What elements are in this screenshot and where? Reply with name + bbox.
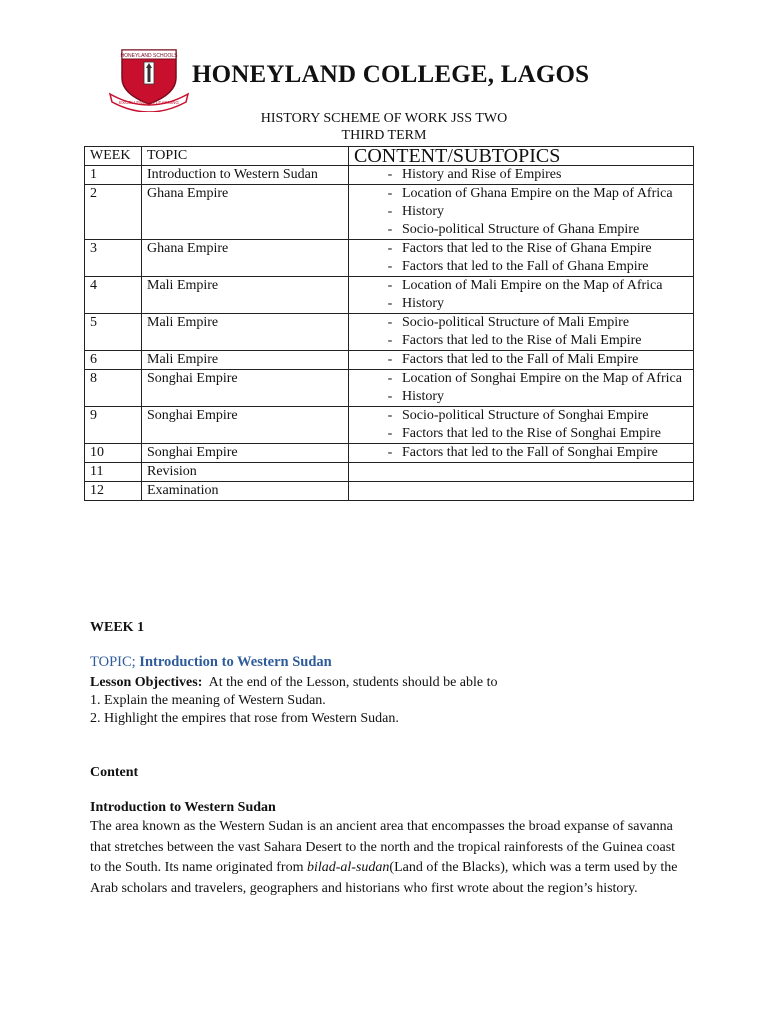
- subtopics-cell: [349, 166, 694, 185]
- subtopic-text: Socio-political Structure of Ghana Empire: [402, 222, 640, 237]
- subtopic-list: [354, 166, 688, 184]
- objectives-intro: At the end of the Lesson, students should be able to: [202, 675, 498, 690]
- table-row: [85, 463, 694, 482]
- subtopic-list: [354, 185, 688, 239]
- week-cell: 8: [85, 370, 142, 407]
- table-row: [85, 370, 694, 407]
- subtopics-cell: [349, 444, 694, 463]
- table-row: [85, 277, 694, 314]
- content-column-header: CONTENT/SUBTOPICS: [349, 147, 694, 166]
- topic-cell: Ghana Empire: [142, 185, 349, 240]
- week-cell: 1: [85, 166, 142, 185]
- subtopics-cell: [349, 314, 694, 351]
- dash-bullet-icon: -: [387, 408, 393, 423]
- dash-bullet-icon: -: [387, 222, 393, 237]
- table-row: [85, 314, 694, 351]
- scheme-title: HISTORY SCHEME OF WORK JSS TWO: [260, 111, 508, 126]
- subtopic-item: [354, 407, 688, 425]
- subtopic-item: [354, 425, 688, 443]
- dash-bullet-icon: -: [387, 389, 393, 404]
- week-cell: 2: [85, 185, 142, 240]
- subtopic-item: [354, 258, 688, 276]
- topic-cell: Mali Empire: [142, 351, 349, 370]
- subtopic-list: [354, 277, 688, 313]
- subtopic-item: [354, 370, 688, 388]
- subtopic-text: Factors that led to the Rise of Ghana Empire: [402, 241, 652, 256]
- table-row: [85, 482, 694, 501]
- dash-bullet-icon: -: [387, 371, 393, 386]
- subtopic-text: Location of Mali Empire on the Map of Africa: [402, 278, 663, 293]
- topic-cell: Revision: [142, 463, 349, 482]
- subtopic-item: [354, 203, 688, 221]
- dash-bullet-icon: -: [387, 426, 393, 441]
- dash-bullet-icon: -: [387, 241, 393, 256]
- week-cell: 6: [85, 351, 142, 370]
- subtopic-text: Factors that led to the Fall of Ghana Empire: [402, 259, 649, 274]
- subtopics-cell: [349, 277, 694, 314]
- subtopic-list: [354, 370, 688, 406]
- objective-item: 2. Highlight the empires that rose from Western Sudan.: [90, 711, 399, 726]
- topic-cell: Songhai Empire: [142, 370, 349, 407]
- document-header: [108, 44, 589, 112]
- week-column-header: WEEK: [85, 147, 142, 166]
- table-row: [85, 240, 694, 277]
- subtopics-cell: [349, 240, 694, 277]
- dash-bullet-icon: -: [387, 296, 393, 311]
- dash-bullet-icon: -: [387, 352, 393, 367]
- objective-item: 1. Explain the meaning of Western Sudan.: [90, 693, 326, 708]
- topic-column-header: TOPIC: [142, 147, 349, 166]
- scheme-of-work-table: [84, 146, 694, 501]
- subtopic-list: [354, 314, 688, 350]
- table-row: [85, 407, 694, 444]
- subtopic-item: [354, 351, 688, 369]
- dash-bullet-icon: -: [387, 186, 393, 201]
- intro-paragraph: [90, 817, 680, 899]
- subtopic-item: [354, 221, 688, 239]
- subtopic-item: [354, 388, 688, 406]
- topic-cell: Examination: [142, 482, 349, 501]
- subtopic-list: [354, 444, 688, 462]
- subtopic-text: Socio-political Structure of Songhai Empire: [402, 408, 649, 423]
- lesson-objectives: [90, 674, 680, 728]
- topic-title: Introduction to Western Sudan: [139, 654, 332, 670]
- subtopic-text: Location of Songhai Empire on the Map of Africa: [402, 371, 682, 386]
- dash-bullet-icon: -: [387, 445, 393, 460]
- topic-cell: Mali Empire: [142, 314, 349, 351]
- table-row: [85, 166, 694, 185]
- week-cell: 4: [85, 277, 142, 314]
- subtopic-text: History: [402, 204, 444, 219]
- subtopic-text: Factors that led to the Fall of Mali Empire: [402, 352, 639, 367]
- week-cell: 9: [85, 407, 142, 444]
- topic-cell: Introduction to Western Sudan: [142, 166, 349, 185]
- subtopics-cell: [349, 351, 694, 370]
- intro-heading: Introduction to Western Sudan: [90, 800, 276, 815]
- table-row: [85, 351, 694, 370]
- dash-bullet-icon: -: [387, 167, 393, 182]
- subtopic-item: [354, 444, 688, 462]
- subtopic-item: [354, 314, 688, 332]
- subtopic-text: Factors that led to the Fall of Songhai Empire: [402, 445, 658, 460]
- subtopic-text: History and Rise of Empires: [402, 167, 562, 182]
- subtopics-cell: [349, 482, 694, 501]
- paragraph-text: The area known as the Western Sudan is an ancient area that encompasses the broad expanse of savanna that stretches between the vast Sahara Desert to the north and the tropical rainforests of the Guinea coast to the South. Its name originated from: [90, 819, 676, 875]
- subtopic-item: [354, 332, 688, 350]
- subtopic-item: [354, 166, 688, 184]
- subtopic-text: History: [402, 296, 444, 311]
- dash-bullet-icon: -: [387, 204, 393, 219]
- topic-heading: [90, 653, 680, 671]
- dash-bullet-icon: -: [387, 333, 393, 348]
- week-cell: 5: [85, 314, 142, 351]
- week-cell: 12: [85, 482, 142, 501]
- table-header-row: [85, 147, 694, 166]
- topic-cell: Songhai Empire: [142, 407, 349, 444]
- subtopic-item: [354, 277, 688, 295]
- subtopic-list: [354, 240, 688, 276]
- college-crest-logo: [108, 44, 190, 112]
- topic-cell: Ghana Empire: [142, 240, 349, 277]
- college-name: HONEYLAND COLLEGE, LAGOS: [192, 61, 590, 88]
- subtopic-item: [354, 185, 688, 203]
- paragraph-text-end: (Land of the Blacks), which was a term used by the Arab scholars and travelers, geographers and historians who first wrote about the region’s history.: [90, 860, 678, 896]
- subtopics-cell: [349, 407, 694, 444]
- objectives-label: Lesson Objectives:: [90, 675, 203, 690]
- topic-cell: Songhai Empire: [142, 444, 349, 463]
- week-cell: 10: [85, 444, 142, 463]
- subtopic-text: Factors that led to the Rise of Songhai Empire: [402, 426, 661, 441]
- subtopic-text: Socio-political Structure of Mali Empire: [402, 315, 630, 330]
- week-cell: 3: [85, 240, 142, 277]
- week-heading: WEEK 1: [90, 620, 145, 635]
- subtopic-item: [354, 295, 688, 313]
- table-row: [85, 185, 694, 240]
- dash-bullet-icon: -: [387, 315, 393, 330]
- table-row: [85, 444, 694, 463]
- paragraph-italic-term: bilad-al-sudan: [306, 860, 390, 875]
- week-cell: 11: [85, 463, 142, 482]
- logo-banner-text: HONEYLAND SCHOOLS: [120, 53, 178, 59]
- topic-prefix: TOPIC;: [90, 654, 140, 670]
- content-heading: Content: [90, 765, 139, 780]
- dash-bullet-icon: -: [387, 259, 393, 274]
- subtopics-cell: [349, 463, 694, 482]
- subtopic-text: Factors that led to the Rise of Mali Empire: [402, 333, 642, 348]
- subtopics-cell: [349, 370, 694, 407]
- dash-bullet-icon: -: [387, 278, 393, 293]
- term-title: THIRD TERM: [341, 128, 427, 143]
- objectives-line: [90, 674, 680, 692]
- subtopic-list: [354, 407, 688, 443]
- subtopics-cell: [349, 185, 694, 240]
- logo-motto-text: EXCELLENCE IN LEARNING: [119, 100, 179, 105]
- topic-cell: Mali Empire: [142, 277, 349, 314]
- subtopic-text: History: [402, 389, 444, 404]
- subtopic-list: [354, 351, 688, 369]
- subtopic-item: [354, 240, 688, 258]
- subtopic-text: Location of Ghana Empire on the Map of Africa: [402, 186, 673, 201]
